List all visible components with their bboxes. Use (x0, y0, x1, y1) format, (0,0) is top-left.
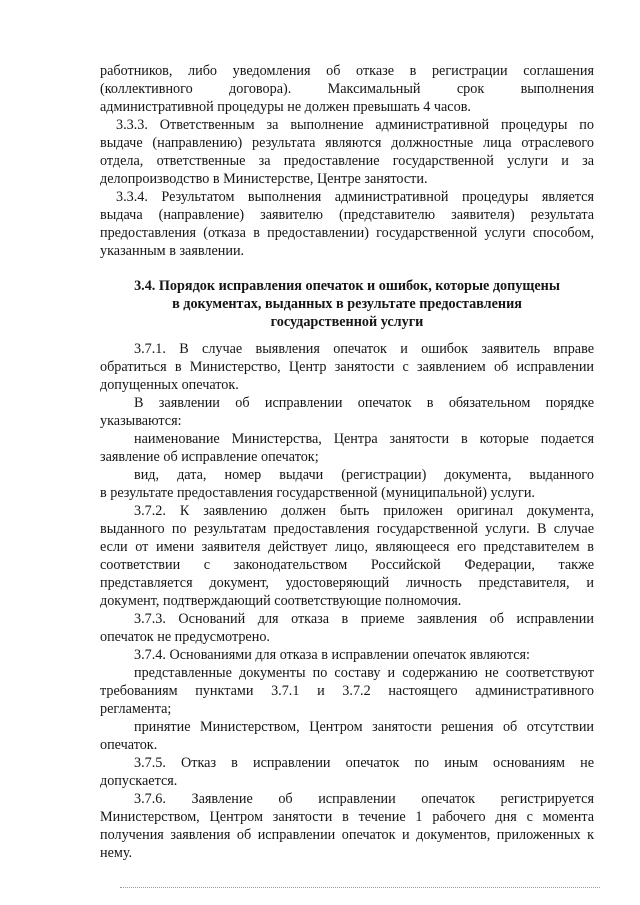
paragraph-371-line-1: 3.7.1. В случае выявления опечаток и ошибок заявитель вправе (134, 341, 594, 357)
paragraph-submitted-line-1: представленные документы по составу и содержанию не соответствуют (134, 665, 594, 681)
paragraph-372-line-5: представляется документ, удостоверяющий личность представителя, и (100, 575, 594, 591)
paragraph-333-line-4: делопроизводство в Министерстве, Центре занятости. (100, 171, 428, 187)
paragraph-374-line-1: 3.7.4. Основаниями для отказа в исправлении опечаток являются: (134, 647, 531, 663)
paragraph-1-line-2: (коллективного договора). Максимальный срок выполнения (100, 81, 594, 97)
section-heading-line-2: в документах, выданных в результате предоставления (172, 296, 522, 312)
section-heading-line-1: 3.4. Порядок исправления опечаток и ошибок, которые допущены (134, 278, 560, 294)
paragraph-name-line-2: заявление об исправление опечаток; (100, 449, 319, 465)
paragraph-376-line-3: получения заявления об исправлении опечаток и документов, приложенных к (100, 827, 594, 843)
paragraph-372-line-4: соответствии с законодательством Российской Федерации, также (100, 557, 594, 573)
paragraph-372-line-1: 3.7.2. К заявлению должен быть приложен оригинал документа, (134, 503, 594, 519)
paragraph-kind-line-2: в результате предоставления государственной (муниципальной) услуги. (100, 485, 535, 501)
paragraph-373-line-2: опечаток не предусмотрено. (100, 629, 270, 645)
paragraph-333-line-3: отдела, ответственные за предоставление государственной услуги и за (100, 153, 594, 169)
paragraph-1-line-3: административной процедуры не должен превышать 4 часов. (100, 99, 471, 115)
paragraph-375-line-2: допускается. (100, 773, 178, 789)
paragraph-decision-line-1: принятие Министерством, Центром занятости решения об отсутствии (134, 719, 594, 735)
paragraph-372-line-2: выданного по результатам предоставления государственной услуги. В случае (100, 521, 594, 537)
paragraph-372-line-6: документ, подтверждающий соответствующие полномочия. (100, 593, 462, 609)
paragraph-333-line-2: выдаче (направлению) результата являются должностные лица отраслевого (100, 135, 594, 151)
paragraph-376-line-1: 3.7.6. Заявление об исправлении опечаток регистрируется (134, 791, 594, 807)
paragraph-submitted-line-2: требованиям пунктами 3.7.1 и 3.7.2 настоящего административного (100, 683, 594, 699)
paragraph-373-line-1: 3.7.3. Оснований для отказа в приеме заявления об исправлении (134, 611, 594, 627)
paragraph-334-line-3: предоставления (отказа в предоставлении) государственной услуги способом, (100, 225, 594, 241)
paragraph-334-line-4: указанным в заявлении. (100, 243, 245, 259)
paragraph-376-line-4: нему. (100, 845, 133, 861)
footer-rule (120, 887, 600, 888)
paragraph-application-line-2: указываются: (100, 413, 182, 429)
paragraph-name-line-1: наименование Министерства, Центра занятости в которые подается (134, 431, 594, 447)
paragraph-334-line-2: выдача (направление) заявителю (представителю заявителя) результата (100, 207, 594, 223)
paragraph-decision-line-2: опечаток. (100, 737, 158, 753)
paragraph-375-line-1: 3.7.5. Отказ в исправлении опечаток по иным основаниям не (134, 755, 594, 771)
paragraph-334-line-1: 3.3.4. Результатом выполнения административной процедуры является (116, 189, 594, 205)
paragraph-1-line-1: работников, либо уведомления об отказе в регистрации соглашения (100, 63, 594, 79)
paragraph-372-line-3: если от имени заявителя действует лицо, являющееся его представителем в (100, 539, 594, 555)
paragraph-kind-line-1: вид, дата, номер выдачи (регистрации) документа, выданного (134, 467, 594, 483)
paragraph-376-line-2: Министерством, Центром занятости в течение 1 рабочего дня с момента (100, 809, 594, 825)
paragraph-371-line-2: обратиться в Министерство, Центр занятости с заявлением об исправлении (100, 359, 594, 375)
paragraph-submitted-line-3: регламента; (100, 701, 172, 717)
paragraph-371-line-3: допущенных опечаток. (100, 377, 239, 393)
section-heading-line-3: государственной услуги (270, 314, 424, 330)
paragraph-application-line-1: В заявлении об исправлении опечаток в обязательном порядке (134, 395, 594, 411)
paragraph-333-line-1: 3.3.3. Ответственным за выполнение административной процедуры по (116, 117, 594, 133)
